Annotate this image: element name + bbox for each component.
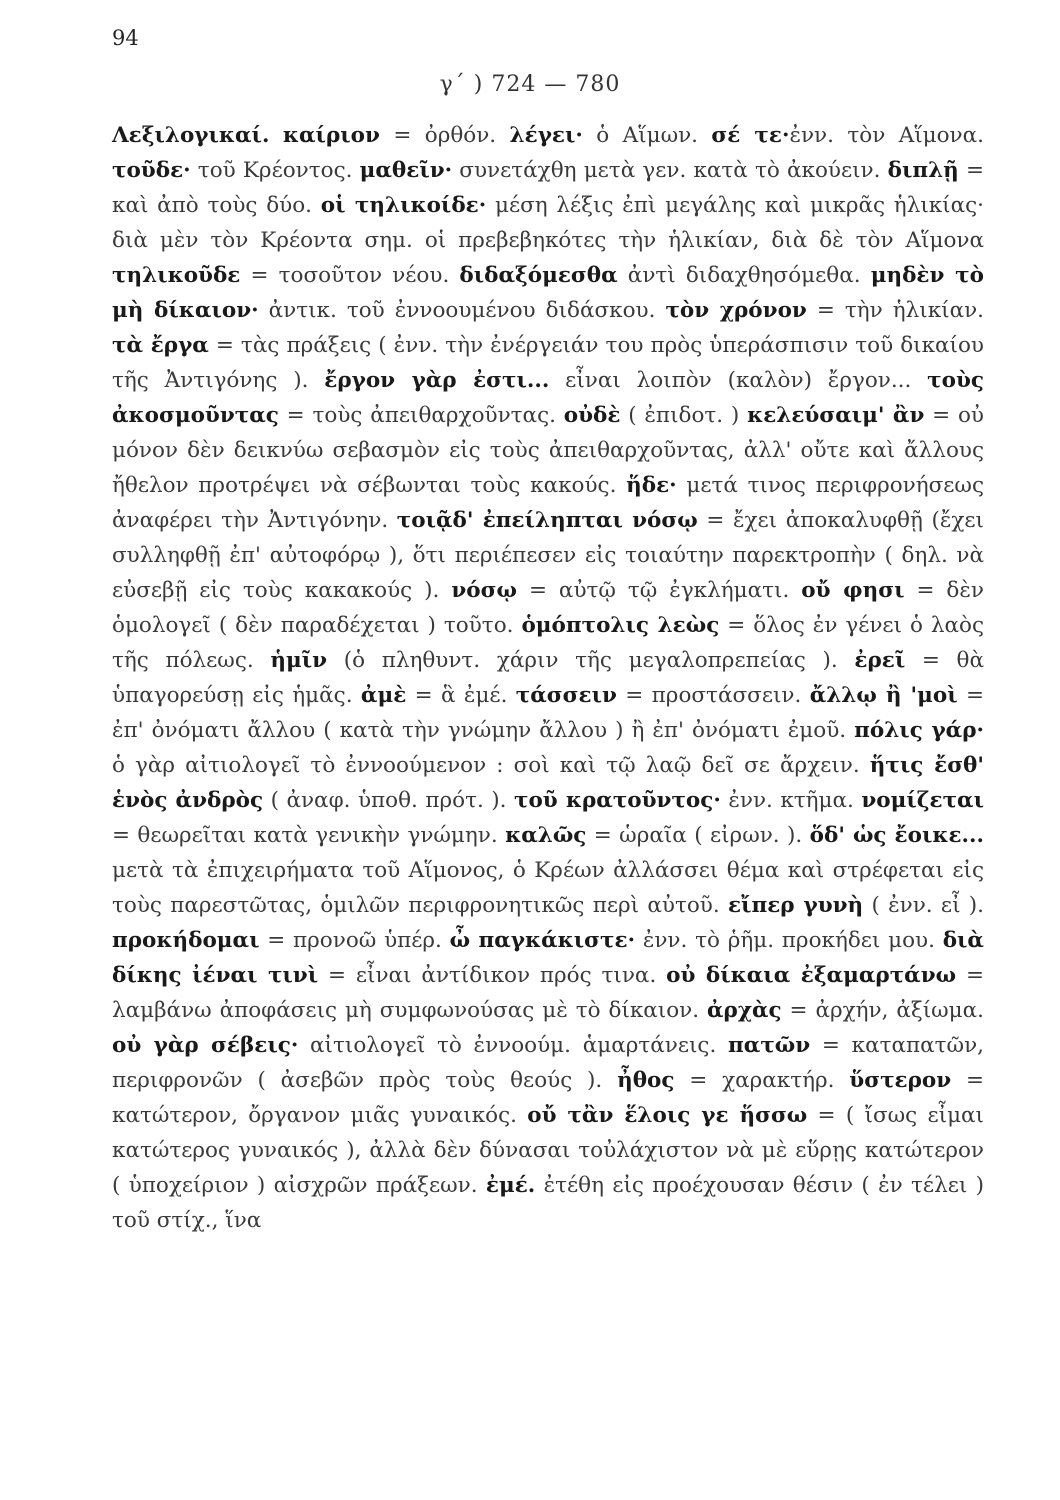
lemma-term: ἐμέ. bbox=[485, 1173, 536, 1198]
lemma-term: ἄλλῳ ἢ 'μοὶ bbox=[809, 683, 958, 708]
lemma-term: ἥτις ἔσθ' ἑνὸς ἀνδρὸς bbox=[112, 753, 984, 813]
gloss-text bbox=[269, 123, 282, 148]
gloss-text: = ἔχει ἀποκαλυφθῇ (ἔχει συλληφθῇ ἐπ' αὐτοφόρῳ ), ὅτι περιέπεσεν εἰς τοιαύτην παρεκτροπὴν ( δηλ. νὰ εὐσεβῇ εἰς τοὺς κακακούς ). bbox=[112, 508, 984, 603]
lemma-term: πατῶν bbox=[728, 1033, 811, 1058]
gloss-text: = θεωρεῖται κατὰ γενικὴν γνώμην. bbox=[112, 823, 506, 848]
gloss-text: = ἐπ' ὀνόματι ἄλλου ( κατὰ τὴν γνώμην ἄλλου ) ἢ ἐπ' ὀνόματι ἐμοῦ. bbox=[112, 683, 984, 743]
lemma-term: ἦθος bbox=[617, 1068, 675, 1093]
lemma-term: τηλικοῦδε bbox=[112, 263, 241, 288]
lemma-term: διδαξόμεσθα bbox=[459, 263, 618, 288]
lemma-term: Λεξιλογικαί. bbox=[112, 123, 270, 148]
lemma-term: τάσσειν bbox=[515, 683, 617, 708]
lemma-term: κελεύσαιμ' ἂν bbox=[747, 403, 925, 428]
gloss-text: = τοὺς ἀπειθαρχοῦντας. bbox=[278, 403, 564, 428]
lemma-term: προκήδομαι bbox=[112, 928, 260, 953]
lemma-term: μηδὲν τὸ μὴ δίκαιον· bbox=[112, 263, 984, 323]
lemma-term: ἀρχὰς bbox=[706, 998, 782, 1023]
gloss-text: ἐνν. τὸν Αἵμονα. bbox=[789, 123, 984, 148]
gloss-text: μέση λέξις ἐπὶ μεγάλης καὶ μικρᾶς ἡλικίας· διὰ μὲν τὸν Κρέοντα σημ. οἱ πρεβεβηκότες τὴν ἡλικίαν, διὰ δὲ τὸν Αἵμονα bbox=[112, 193, 985, 253]
lemma-term: ὕστερον bbox=[849, 1068, 952, 1093]
gloss-text: = οὐ μόνον δὲν δεικνύω σεβασμὸν εἰς τοὺς ἀπειθαρχοῦντας, ἀλλ' οὔτε καὶ ἄλλους ἤθελον προτρέψει νὰ σέβωνται τοὺς κακούς. bbox=[112, 403, 984, 498]
gloss-text: = ὡραῖα ( εἰρων. ). bbox=[586, 823, 810, 848]
lemma-term: πόλις γάρ· bbox=[854, 718, 984, 743]
gloss-text: = προνοῶ ὑπέρ. bbox=[259, 928, 450, 953]
gloss-text: = δὲν ὁμολογεῖ ( δὲν παραδέχεται ) τοῦτο. bbox=[112, 578, 984, 638]
gloss-text: = αὐτῷ τῷ ἐγκλήματι. bbox=[516, 578, 802, 603]
gloss-text: = προστάσσειν. bbox=[616, 683, 810, 708]
lemma-term: τὰ ἔργα bbox=[112, 333, 209, 358]
section-heading: γ´ ) 724 — 780 bbox=[439, 72, 621, 97]
gloss-text: ὁ γὰρ αἰτιολογεῖ τὸ ἐννοούμενον : σοὶ καὶ τῷ λαῷ δεῖ σε ἄρχειν. bbox=[112, 753, 870, 778]
gloss-text: ἐτέθη εἰς προέχουσαν θέσιν ( ἐν τέλει ) τοῦ στίχ., ἵνα bbox=[112, 1173, 984, 1233]
lemma-term: οὐδὲ bbox=[563, 403, 621, 428]
gloss-text: μετά τινος περιφρονήσεως ἀναφέρει τὴν Ἀντιγόνην. bbox=[112, 473, 984, 533]
lemma-term: οὔ φησι bbox=[801, 578, 905, 603]
lemma-term: σέ τε· bbox=[711, 123, 790, 148]
lemma-term: καλῶς bbox=[505, 823, 587, 848]
gloss-text: μετὰ τὰ ἐπιχειρήματα τοῦ Αἵμονος, ὁ Κρέων ἀλλάσσει θέμα καὶ στρέφεται εἰς τοὺς παρεστῶτας, ὁμιλῶν περιφρονητικῶς περὶ αὐτοῦ. bbox=[112, 858, 984, 918]
gloss-text: ἐνν. τὸ ῥῆμ. προκήδει μου. bbox=[635, 928, 943, 953]
lemma-term: οὐ γὰρ σέβεις· bbox=[112, 1033, 299, 1058]
gloss-text: ( ἀναφ. ὑποθ. πρότ. ). bbox=[263, 788, 514, 813]
commentary-paragraph bbox=[112, 118, 984, 1238]
gloss-text: = θὰ ὑπαγορεύσῃ εἰς ἡμᾶς. bbox=[112, 648, 984, 708]
lemma-term: ἥδε· bbox=[626, 473, 677, 498]
lemma-term: τοὺς ἀκοσμοῦντας bbox=[112, 368, 984, 428]
gloss-text: = τὴν ἡλικίαν. bbox=[806, 298, 984, 323]
gloss-text: = ὅλος ἐν γένει ὁ λαὸς τῆς πόλεως. bbox=[112, 613, 984, 673]
lemma-term: ὅδ' ὡς ἔοικε... bbox=[809, 823, 985, 848]
gloss-text: = τὰς πράξεις ( ἐνν. τὴν ἐνέργειάν του πρὸς ὑπεράσπισιν τοῦ δικαίου τῆς Ἀντιγόνης ). bbox=[112, 333, 984, 393]
gloss-text: ἀντὶ διδαχθησόμεθα. bbox=[617, 263, 871, 288]
lemma-term: τοιᾷδ' ἐπείληπται νόσῳ bbox=[396, 508, 698, 533]
gloss-text: συνετάχθη μετὰ γεν. κατὰ τὸ ἀκούειν. bbox=[452, 158, 888, 183]
lemma-term: λέγει· bbox=[509, 123, 583, 148]
lemma-term: τοῦ κρατοῦντος· bbox=[514, 788, 721, 813]
gloss-text: = ( ἴσως εἶμαι κατώτερος γυναικός ), ἀλλὰ δὲν δύνασαι τοὐλάχιστον νὰ μὲ εὕρῃς κατώτερον ( ὑποχείριον ) αἰσχρῶν πράξεων. bbox=[112, 1103, 984, 1198]
lemma-term: διπλῇ bbox=[887, 158, 959, 183]
lemma-term: ὁμόπτολις λεὼς bbox=[521, 613, 720, 638]
lemma-term: τὸν χρόνον bbox=[665, 298, 807, 323]
gloss-text: (ὁ πληθυντ. χάριν τῆς μεγαλοπρεπείας ). bbox=[327, 648, 855, 673]
lemma-term: ὦ παγκάκιστε· bbox=[449, 928, 636, 953]
lemma-term: διὰ δίκης ἰέναι τινὶ bbox=[112, 928, 984, 988]
lemma-term: ἀμὲ bbox=[360, 683, 407, 708]
gloss-text: αἰτιολογεῖ τὸ ἐννοούμ. ἁμαρτάνεις. bbox=[298, 1033, 729, 1058]
gloss-text: ἐνν. κτῆμα. bbox=[720, 788, 862, 813]
lemma-term: ἐρεῖ bbox=[854, 648, 906, 673]
gloss-text: = εἶναι ἀντίδικον πρός τινα. bbox=[318, 963, 667, 988]
gloss-text: = τοσοῦτον νέου. bbox=[240, 263, 460, 288]
lemma-term: οὔ τἂν ἕλοις γε ἥσσω bbox=[527, 1103, 808, 1128]
lemma-term: εἴπερ γυνὴ bbox=[727, 893, 864, 918]
lemma-term: μαθεῖν· bbox=[359, 158, 453, 183]
gloss-text: = ἃ ἐμέ. bbox=[406, 683, 516, 708]
gloss-text: = καταπατῶν, περιφρονῶν ( ἀσεβῶν πρὸς τοὺς θεούς ). bbox=[112, 1033, 984, 1093]
lemma-term: νομίζεται bbox=[861, 788, 984, 813]
lemma-term: ἔργον γὰρ ἐστι... bbox=[324, 368, 550, 393]
gloss-text: ( ἐπιδοτ. ) bbox=[620, 403, 748, 428]
lemma-term: οἱ τηλικοίδε· bbox=[320, 193, 487, 218]
gloss-text: ( ἐνν. εἶ ). bbox=[863, 893, 985, 918]
lemma-term: οὐ δίκαια ἐξαμαρτάνω bbox=[666, 963, 957, 988]
gloss-text: = κατώτερον, ὄργανον μιᾶς γυναικός. bbox=[112, 1068, 984, 1128]
gloss-text: = ἀρχήν, ἀξίωμα. bbox=[781, 998, 984, 1023]
lemma-term: καίριον bbox=[282, 123, 380, 148]
gloss-text: τοῦ Κρέοντος. bbox=[190, 158, 360, 183]
page-number: 94 bbox=[112, 26, 139, 50]
gloss-text: = ὀρθόν. bbox=[379, 123, 510, 148]
gloss-text: ὁ Αἵμων. bbox=[582, 123, 712, 148]
gloss-text: εἶναι λοιπὸν (καλὸν) ἔργον... bbox=[549, 368, 928, 393]
gloss-text: = καὶ ἀπὸ τοὺς δύο. bbox=[112, 158, 984, 218]
gloss-text: = λαμβάνω ἀποφάσεις μὴ συμφωνούσας μὲ τὸ δίκαιον. bbox=[112, 963, 984, 1023]
gloss-text: ἀντικ. τοῦ ἐννοουμένου διδάσκου. bbox=[258, 298, 666, 323]
lemma-term: τοῦδε· bbox=[112, 158, 191, 183]
gloss-text: = χαρακτήρ. bbox=[674, 1068, 850, 1093]
lemma-term: ἡμῖν bbox=[270, 648, 328, 673]
lemma-term: νόσῳ bbox=[451, 578, 517, 603]
